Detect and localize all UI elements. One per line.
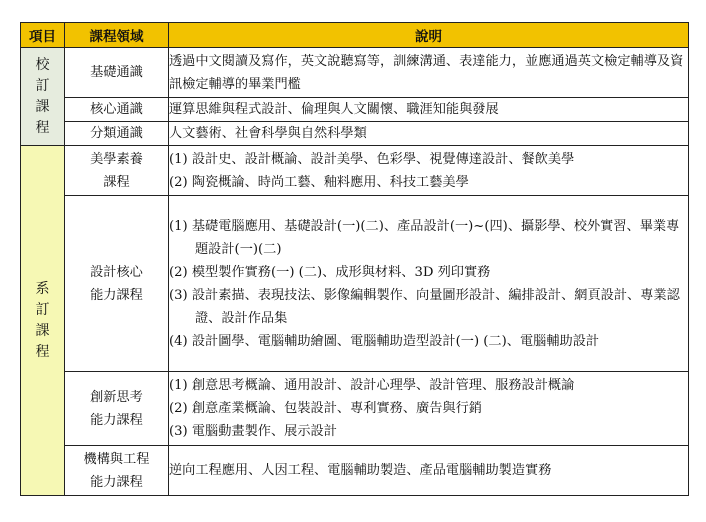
list-item: (1) 基礎電腦應用、基礎設計(一)(二)、產品設計(一)~(四)、攝影學、校外實習、畢業專題設計(一)(二) bbox=[169, 218, 680, 257]
description-cell bbox=[169, 146, 689, 196]
domain-cell bbox=[65, 446, 169, 496]
domain-cell bbox=[65, 372, 169, 446]
list-item: (2) 陶瓷概論、時尚工藝、釉料應用、科技工藝美學 bbox=[169, 174, 469, 190]
table-row bbox=[21, 196, 689, 372]
table-row bbox=[21, 146, 689, 196]
category-dept bbox=[21, 146, 65, 496]
domain-cell: 核心通識 bbox=[65, 98, 169, 122]
table-row bbox=[21, 48, 689, 98]
curriculum-table bbox=[20, 22, 689, 496]
description-cell: 逆向工程應用、人因工程、電腦輔助製造、產品電腦輔助製造實務 bbox=[169, 446, 689, 496]
list-item: (4) 設計圖學、電腦輔助繪圖、電腦輔助造型設計(一) (二)、電腦輔助設計 bbox=[169, 333, 600, 349]
category-dept-label: 系訂課程 bbox=[35, 280, 50, 360]
table-header-row bbox=[21, 23, 689, 48]
description-cell bbox=[169, 372, 689, 446]
domain-label: 創新思考能力課程 bbox=[90, 389, 143, 428]
domain-label: 機構與工程能力課程 bbox=[83, 451, 150, 490]
domain-cell: 基礎通識 bbox=[65, 48, 169, 98]
domain-cell bbox=[65, 196, 169, 372]
header-category: 項目 bbox=[21, 23, 65, 48]
list-item: (2) 創意產業概論、包裝設計、專利實務、廣告與行銷 bbox=[169, 401, 482, 416]
category-school-label: 校訂課程 bbox=[35, 56, 50, 136]
description-cell bbox=[169, 196, 689, 372]
list-item: (2) 模型製作實務(一) (二)、成形與材料、3D 列印實務 bbox=[169, 264, 491, 280]
table-row bbox=[21, 372, 689, 446]
header-domain: 課程領域 bbox=[65, 23, 169, 48]
table-row bbox=[21, 98, 689, 122]
domain-label: 設計核心能力課程 bbox=[90, 264, 143, 303]
list-item: (3) 設計素描、表現技法、影像編輯製作、向量圖形設計、編排設計、網頁設計、專業認證、設計作品集 bbox=[169, 287, 680, 326]
description-cell: 透過中文閱讀及寫作，英文說聽寫等，訓練溝通、表達能力，並應通過英文檢定輔導及資訊檢定輔導的畢業門檻 bbox=[169, 48, 689, 98]
table-row bbox=[21, 122, 689, 146]
domain-cell: 分類通識 bbox=[65, 122, 169, 146]
table-row bbox=[21, 446, 689, 496]
domain-cell bbox=[65, 146, 169, 196]
category-school bbox=[21, 48, 65, 146]
domain-label: 美學素養課程 bbox=[90, 151, 143, 190]
description-cell: 運算思維與程式設計、倫理與人文關懷、職涯知能與發展 bbox=[169, 98, 689, 122]
description-cell: 人文藝術、社會科學與自然科學類 bbox=[169, 122, 689, 146]
list-item: (3) 電腦動畫製作、展示設計 bbox=[169, 424, 337, 439]
list-item: (1) 創意思考概論、通用設計、設計心理學、設計管理、服務設計概論 bbox=[169, 378, 575, 393]
list-item: (1) 設計史、設計概論、設計美學、色彩學、視覺傳達設計、餐飲美學 bbox=[169, 151, 575, 167]
header-description: 說明 bbox=[169, 23, 689, 48]
